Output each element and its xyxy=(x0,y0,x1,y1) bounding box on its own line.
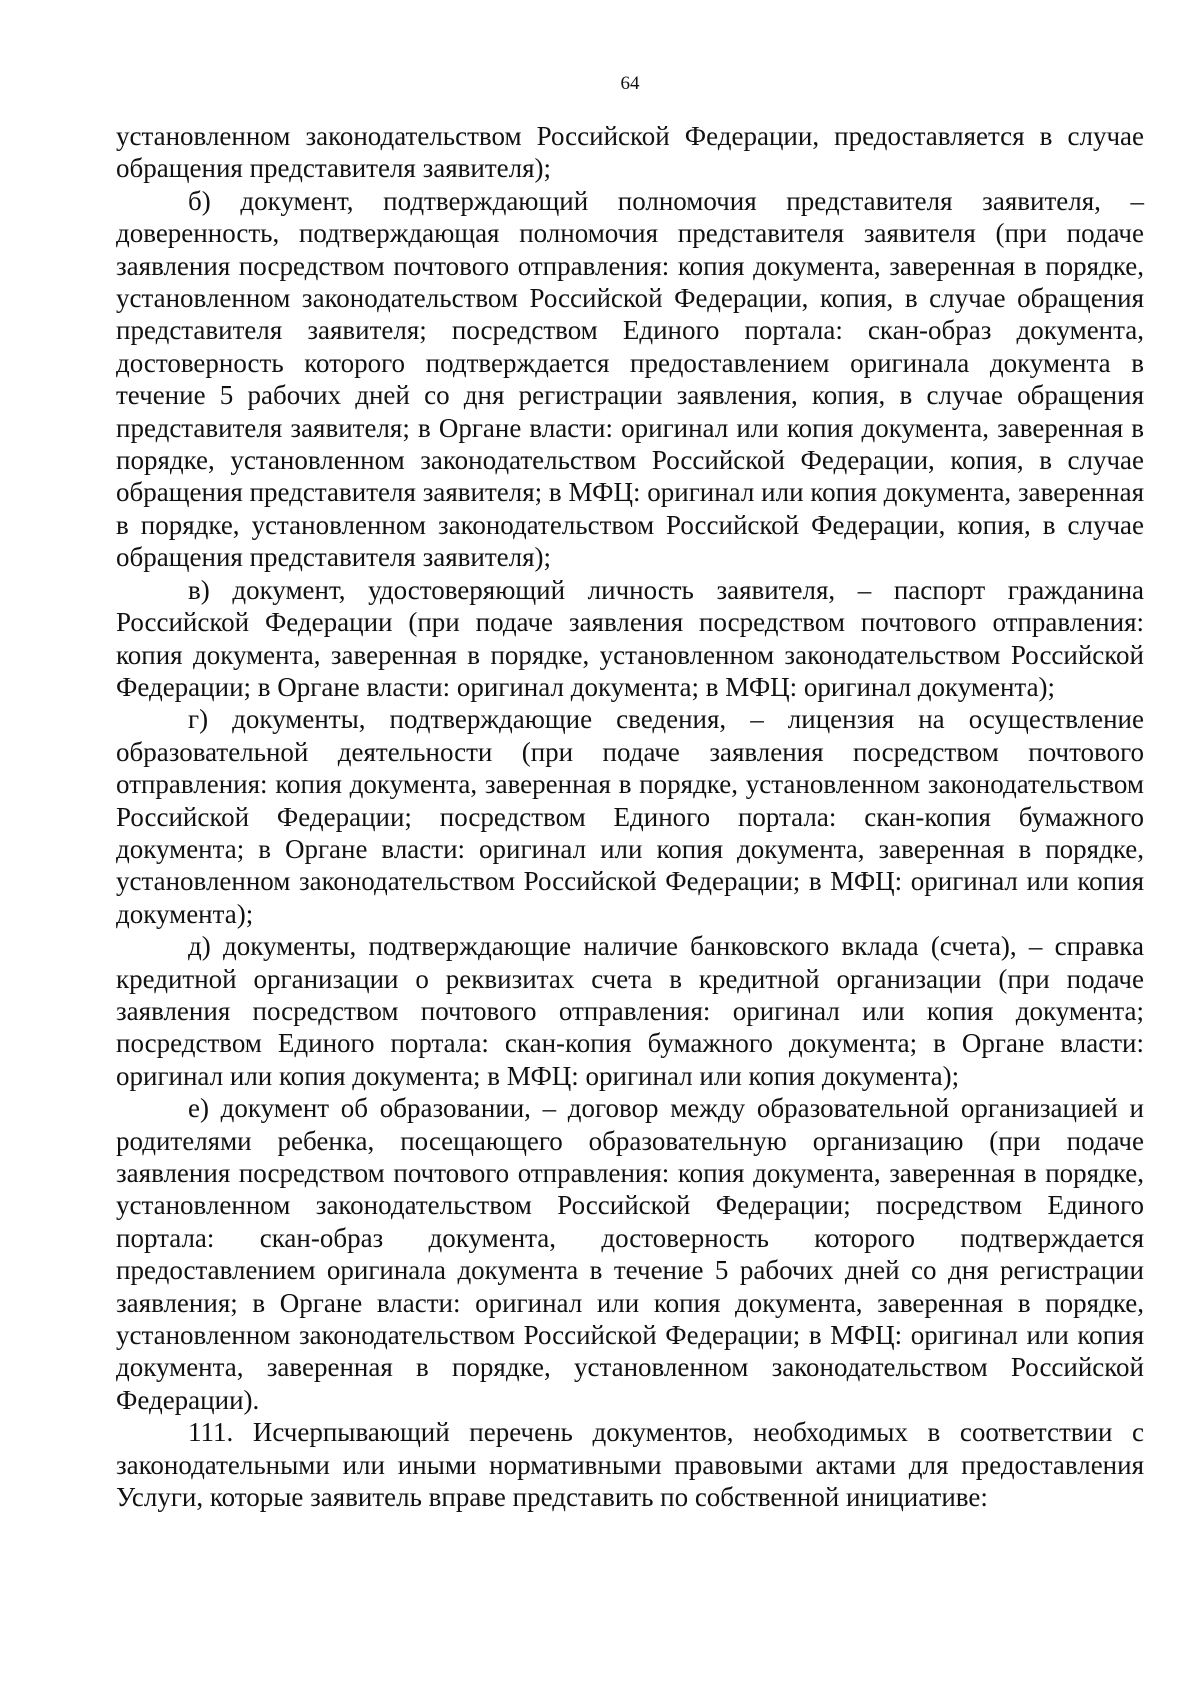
paragraph-item-g: г) документы, подтверждающие сведения, – лицензия на осуществление образовательной деятельности (при подаче заявления посредством почтового отправления: копия документа, заверенная в порядке, установленном законодательством Российской Федерации; посредством Единого портала: скан-копия бумажного документа; в Органе власти: оригинал или копия документа, заверенная в порядке, установленном законодательством Российской Федерации; в МФЦ: оригинал или копия документа); xyxy=(116,704,1144,929)
document-body xyxy=(116,120,1144,1513)
paragraph-item-d: д) документы, подтверждающие наличие банковского вклада (счета), – справка кредитной организации о реквизитах счета в кредитной организации (при подаче заявления посредством почтового отправления: оригинал или копия документа; посредством Единого портала: скан-копия бумажного документа; в Органе власти: оригинал или копия документа; в МФЦ: оригинал или копия документа); xyxy=(116,931,1144,1091)
paragraph-item-b: б) документ, подтверждающий полномочия представителя заявителя, – доверенность, подтверждающая полномочия представителя заявителя (при подаче заявления посредством почтового отправления: копия документа, заверенная в порядке, установленном законодательством Российской Федерации, копия, в случае обращения представителя заявителя; посредством Единого портала: скан-образ документа, достоверность которого подтверждается предоставлением оригинала документа в течение 5 рабочих дней со дня регистрации заявления, копия, в случае обращения представителя заявителя; в Органе власти: оригинал или копия документа, заверенная в порядке, установленном законодательством Российской Федерации, копия, в случае обращения представителя заявителя; в МФЦ: оригинал или копия документа, заверенная в порядке, установленном законодательством Российской Федерации, копия, в случае обращения представителя заявителя); xyxy=(116,185,1144,573)
paragraph-section-111: 111. Исчерпывающий перечень документов, необходимых в соответствии с законодательными или иными нормативными правовыми актами для предоставления Услуги, которые заявитель вправе представить по собственной инициативе: xyxy=(116,1417,1144,1513)
paragraph-item-e: е) документ об образовании, – договор между образовательной организацией и родителями ребенка, посещающего образовательную организацию (при подаче заявления посредством почтового отправления: копия документа, заверенная в порядке, установленном законодательством Российской Федерации; посредством Единого портала: скан-образ документа, достоверность которого подтверждается предоставлением оригинала документа в течение 5 рабочих дней со дня регистрации заявления; в Органе власти: оригинал или копия документа, заверенная в порядке, установленном законодательством Российской Федерации; в МФЦ: оригинал или копия документа, заверенная в порядке, установленном законодательством Российской Федерации). xyxy=(116,1093,1144,1415)
paragraph-item-v: в) документ, удостоверяющий личность заявителя, – паспорт гражданина Российской Федерации (при подаче заявления посредством почтового отправления: копия документа, заверенная в порядке, установленном законодательством Российской Федерации; в Органе власти: оригинал документа; в МФЦ: оригинал документа); xyxy=(116,574,1144,702)
page-number: 64 xyxy=(620,73,640,94)
paragraph-continuation: установленном законодательством Российской Федерации, предоставляется в случае обращения представителя заявителя); xyxy=(116,121,1144,184)
